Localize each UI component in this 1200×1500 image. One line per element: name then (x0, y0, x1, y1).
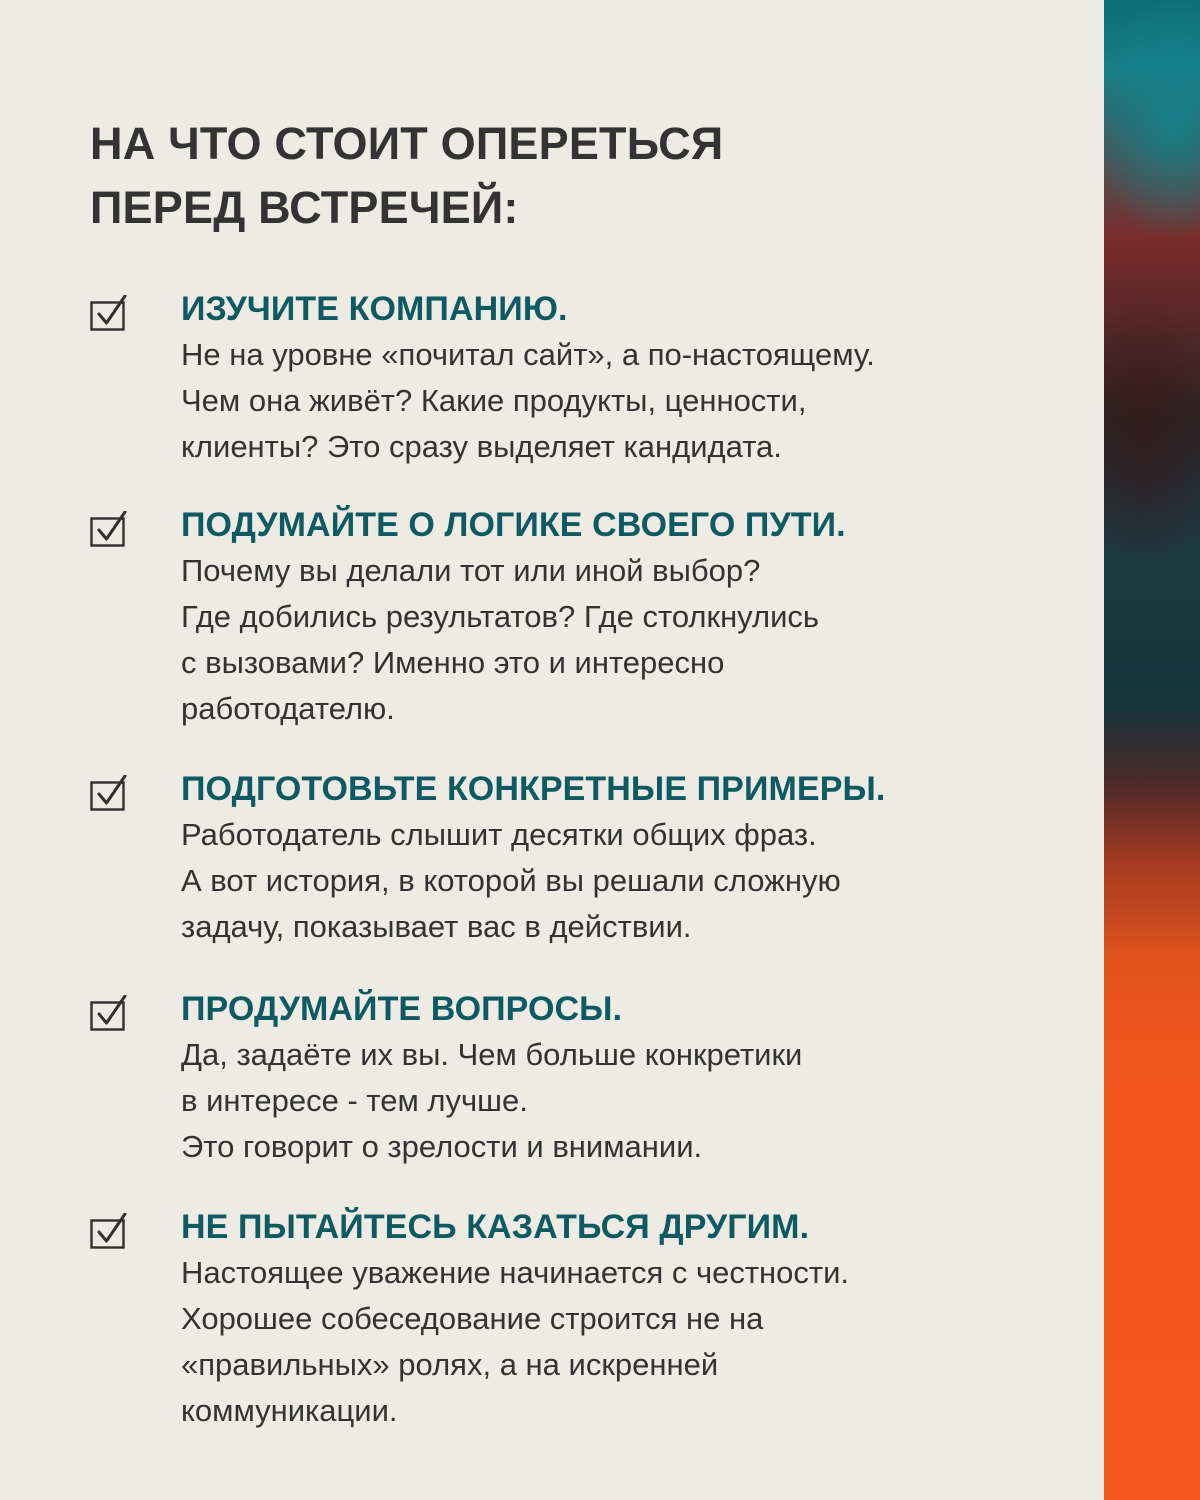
item-heading: ПРОДУМАЙТЕ ВОПРОСЫ. (181, 990, 623, 1028)
item-body-line: Настоящее уважение начинается с честности. (181, 1255, 850, 1290)
item-body-line: Хорошее собеседование строится не на (181, 1301, 764, 1336)
item-body-line: с вызовами? Именно это и интересно (181, 645, 725, 680)
checked-box-icon (90, 295, 128, 331)
item-body-line: Где добились результатов? Где столкнулись (181, 599, 820, 634)
item-body-line: Чем она живёт? Какие продукты, ценности, (181, 383, 807, 418)
title-line-2: ПЕРЕД ВСТРЕЧЕЙ: (90, 182, 519, 233)
checklist-item-text (181, 986, 1081, 1170)
checklist-item-text (181, 1204, 1081, 1434)
item-body-line: работодателю. (181, 691, 395, 726)
item-body-line: Почему вы делали тот или иной выбор? (181, 553, 761, 588)
item-heading: ПОДУМАЙТЕ О ЛОГИКЕ СВОЕГО ПУТИ. (181, 506, 846, 544)
item-body-line: в интересе - тем лучше. (181, 1083, 528, 1118)
checked-box-icon (90, 775, 128, 811)
item-heading: НЕ ПЫТАЙТЕСЬ КАЗАТЬСЯ ДРУГИМ. (181, 1208, 810, 1246)
checked-box-icon (90, 511, 128, 547)
item-body-line: Не на уровне «почитал сайт», а по-настоящему. (181, 337, 875, 372)
item-body-line: клиенты? Это сразу выделяет кандидата. (181, 429, 782, 464)
item-body-line: Работодатель слышит десятки общих фраз. (181, 817, 817, 852)
item-body-line: Это говорит о зрелости и внимании. (181, 1129, 703, 1164)
item-heading: ПОДГОТОВЬТЕ КОНКРЕТНЫЕ ПРИМЕРЫ. (181, 770, 886, 808)
item-body-line: А вот история, в которой вы решали сложную (181, 863, 841, 898)
item-body-line: коммуникации. (181, 1393, 398, 1428)
checked-box-icon (90, 1213, 128, 1249)
item-body-line: Да, задаёте их вы. Чем больше конкретики (181, 1037, 803, 1072)
checklist-item-text (181, 502, 1081, 732)
checklist-item-text (181, 766, 1081, 950)
item-heading: ИЗУЧИТЕ КОМПАНИЮ. (181, 290, 568, 328)
checked-box-icon (90, 995, 128, 1031)
title-line-1: НА ЧТО СТОИТ ОПЕРЕТЬСЯ (90, 118, 724, 169)
page-title (90, 112, 723, 240)
item-body-line: задачу, показывает вас в действии. (181, 909, 692, 944)
decorative-gradient-stripe (1104, 0, 1200, 1500)
checklist-item-text (181, 286, 1081, 470)
item-body-line: «правильных» ролях, а на искренней (181, 1347, 719, 1382)
